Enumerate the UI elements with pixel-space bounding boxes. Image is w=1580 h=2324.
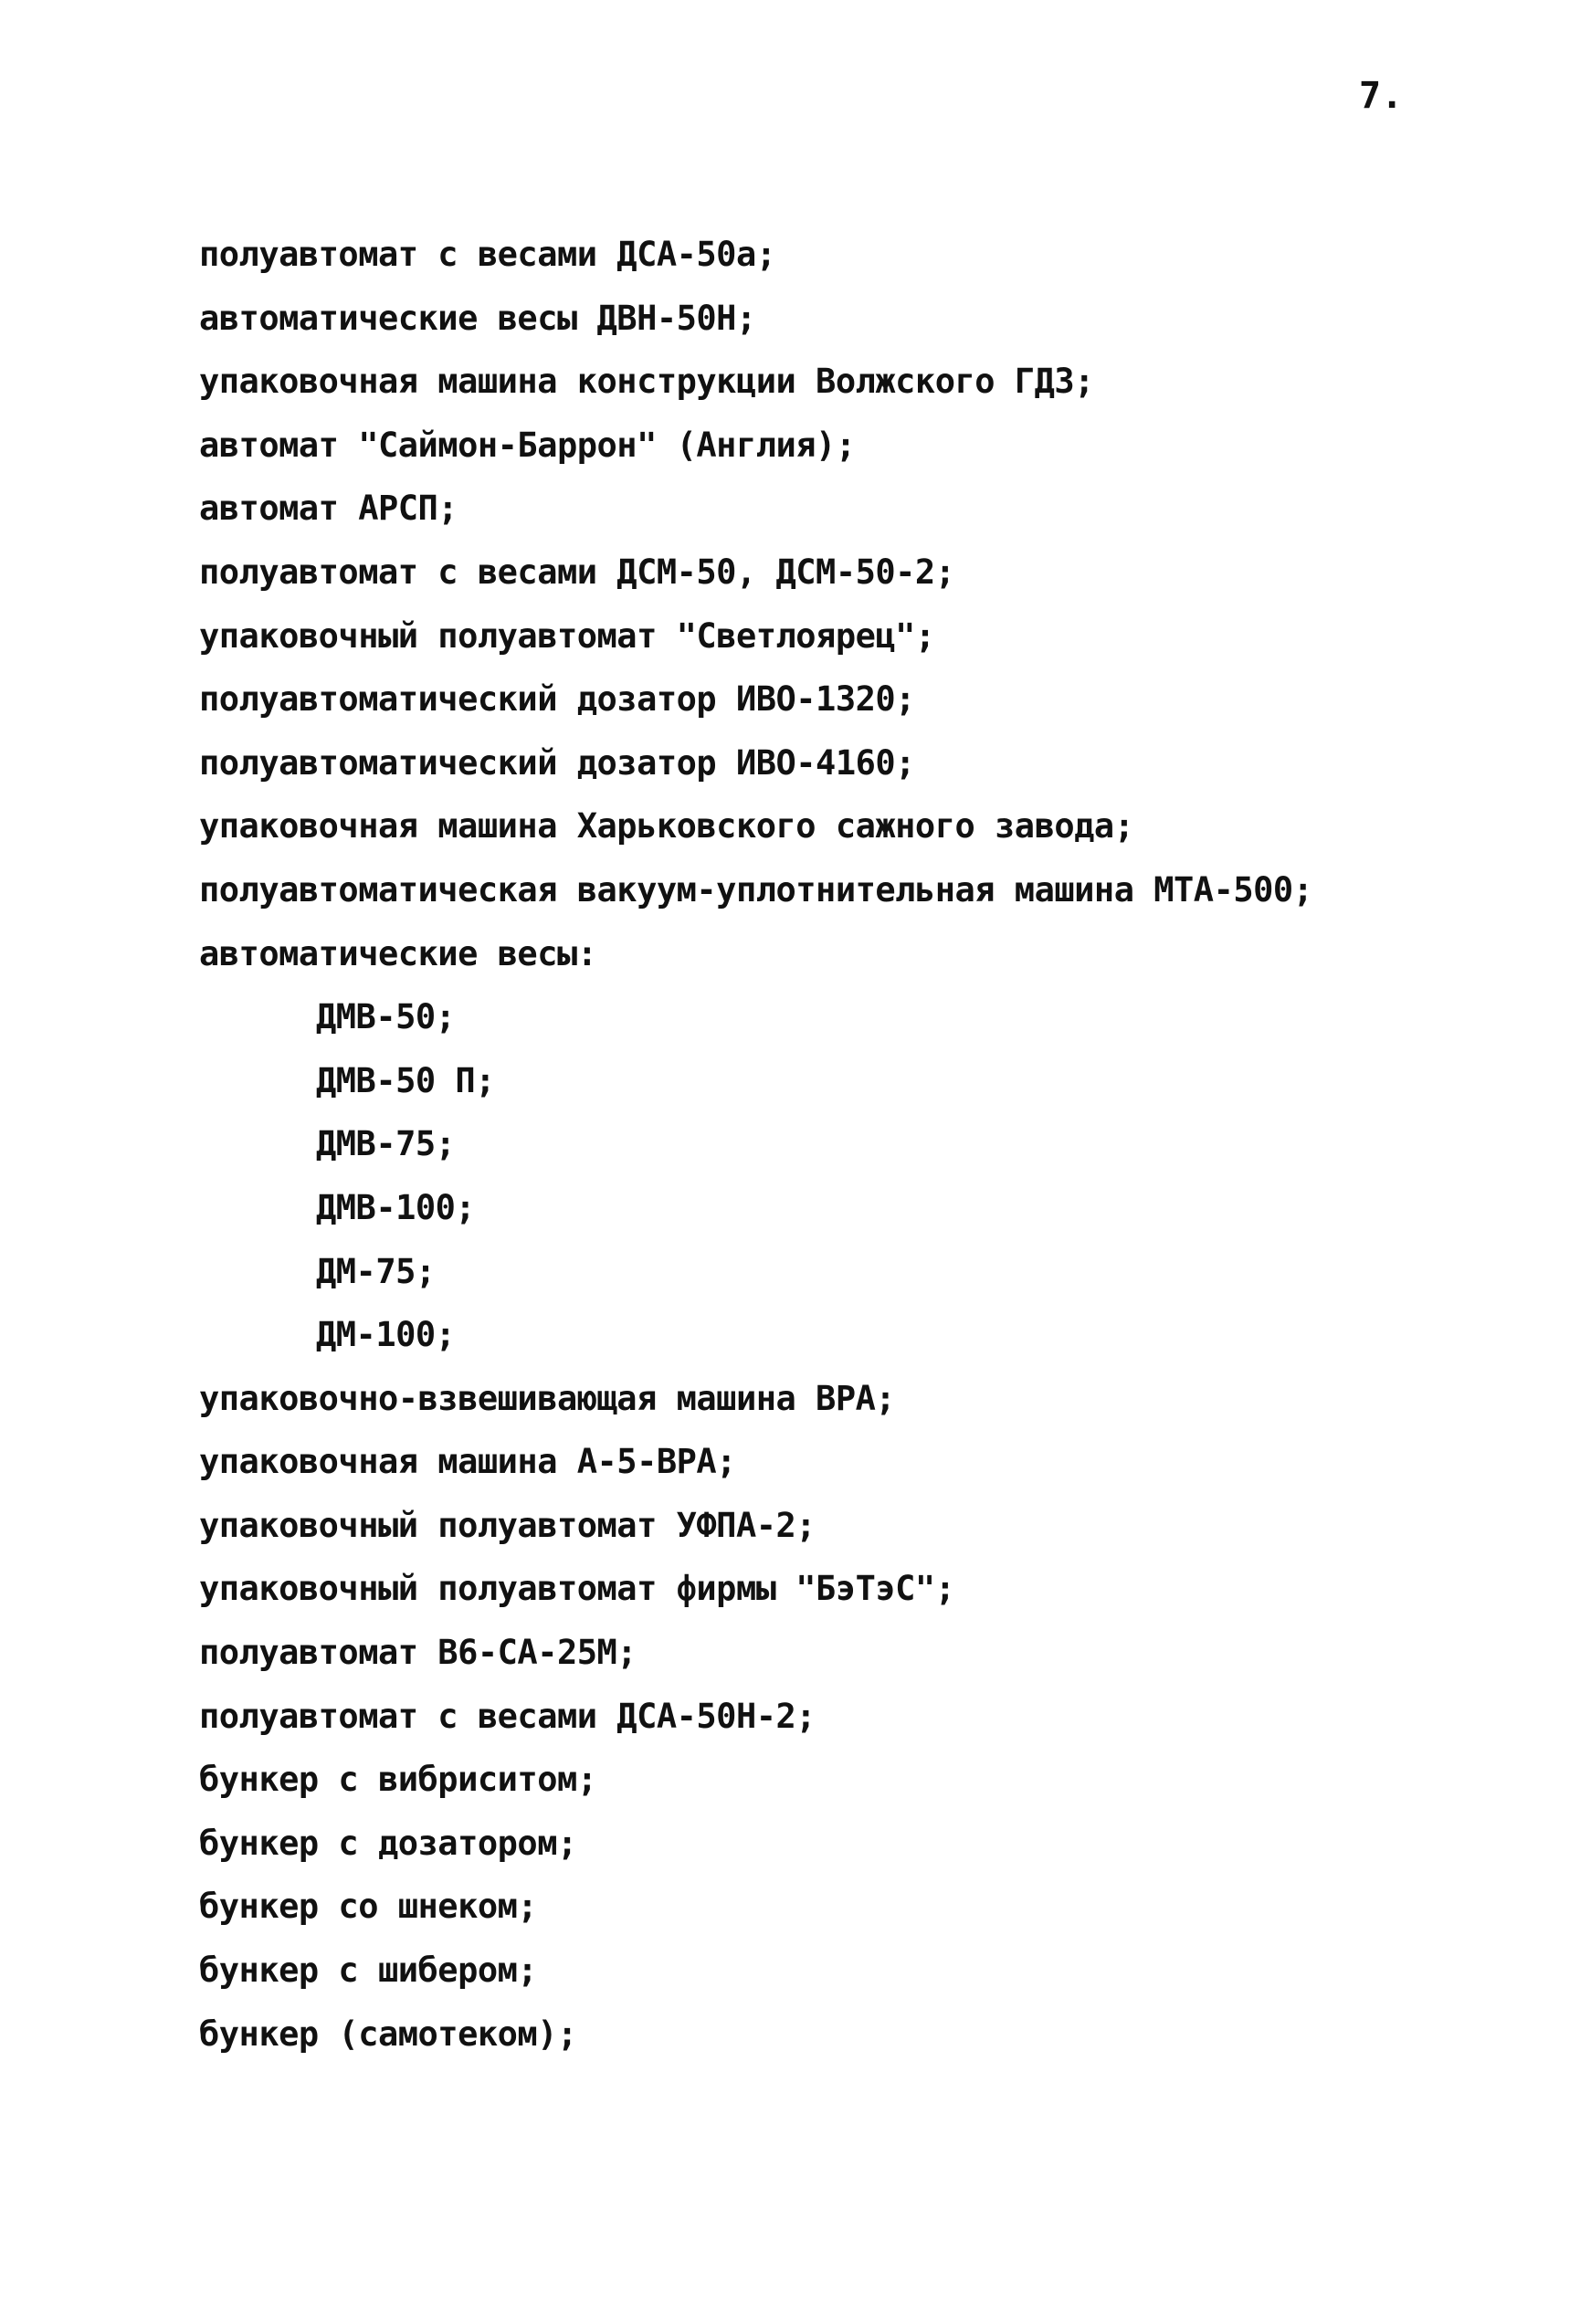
sub-list-item: ДМВ-75; — [316, 1124, 456, 1164]
list-item: автоматические весы ДВН-50Н; — [199, 298, 756, 338]
list-item: упаковочная машина Харьковского сажного завода; — [199, 806, 1134, 847]
list-item: упаковочный полуавтомат фирмы "БэТэС"; — [199, 1569, 955, 1609]
equipment-list — [199, 223, 1312, 2066]
list-item: упаковочный полуавтомат "Светлоярец"; — [199, 615, 935, 656]
list-item: полуавтоматический дозатор ИВО-4160; — [199, 742, 915, 783]
list-item: автомат АРСП; — [199, 489, 458, 529]
list-item: автоматические весы: — [199, 933, 597, 973]
list-item: автомат "Саймон-Баррон" (Англия); — [199, 425, 856, 465]
list-item: полуавтомат с весами ДСА-50Н-2; — [199, 1696, 816, 1736]
sub-list-item: ДМ-100; — [316, 1315, 456, 1355]
list-item: бункер с вибриситом; — [199, 1760, 597, 1800]
list-item: полуавтомат с весами ДСМ-50, ДСМ-50-2; — [199, 552, 955, 592]
sub-list-item: ДМВ-50 П; — [316, 1060, 495, 1100]
list-item: полуавтоматический дозатор ИВО-1320; — [199, 679, 915, 720]
list-item: полуавтомат В6-СА-25М; — [199, 1633, 637, 1673]
list-item: бункер со шнеком; — [199, 1887, 538, 1927]
list-item: бункер (самотеком); — [199, 2014, 577, 2054]
list-item: полуавтоматическая вакуум-уплотнительная машина МТА-500; — [199, 869, 1313, 910]
list-item: упаковочный полуавтомат УФПА-2; — [199, 1505, 816, 1545]
list-item: упаковочная машина А-5-ВРА; — [199, 1442, 736, 1482]
sub-list-item: ДМ-75; — [316, 1251, 436, 1291]
sub-list-item: ДМВ-100; — [316, 1187, 476, 1227]
list-item: упаковочная машина конструкции Волжского ГДЗ; — [199, 362, 1094, 402]
list-item: упаковочно-взвешивающая машина ВРА; — [199, 1378, 896, 1418]
list-item: полуавтомат с весами ДСА-50а; — [199, 235, 776, 274]
list-item: бункер с дозатором; — [199, 1823, 577, 1863]
list-item: бункер с шибером; — [199, 1951, 538, 1991]
sub-list-item: ДМВ-50; — [316, 997, 456, 1037]
page-number: 7. — [1359, 75, 1404, 117]
